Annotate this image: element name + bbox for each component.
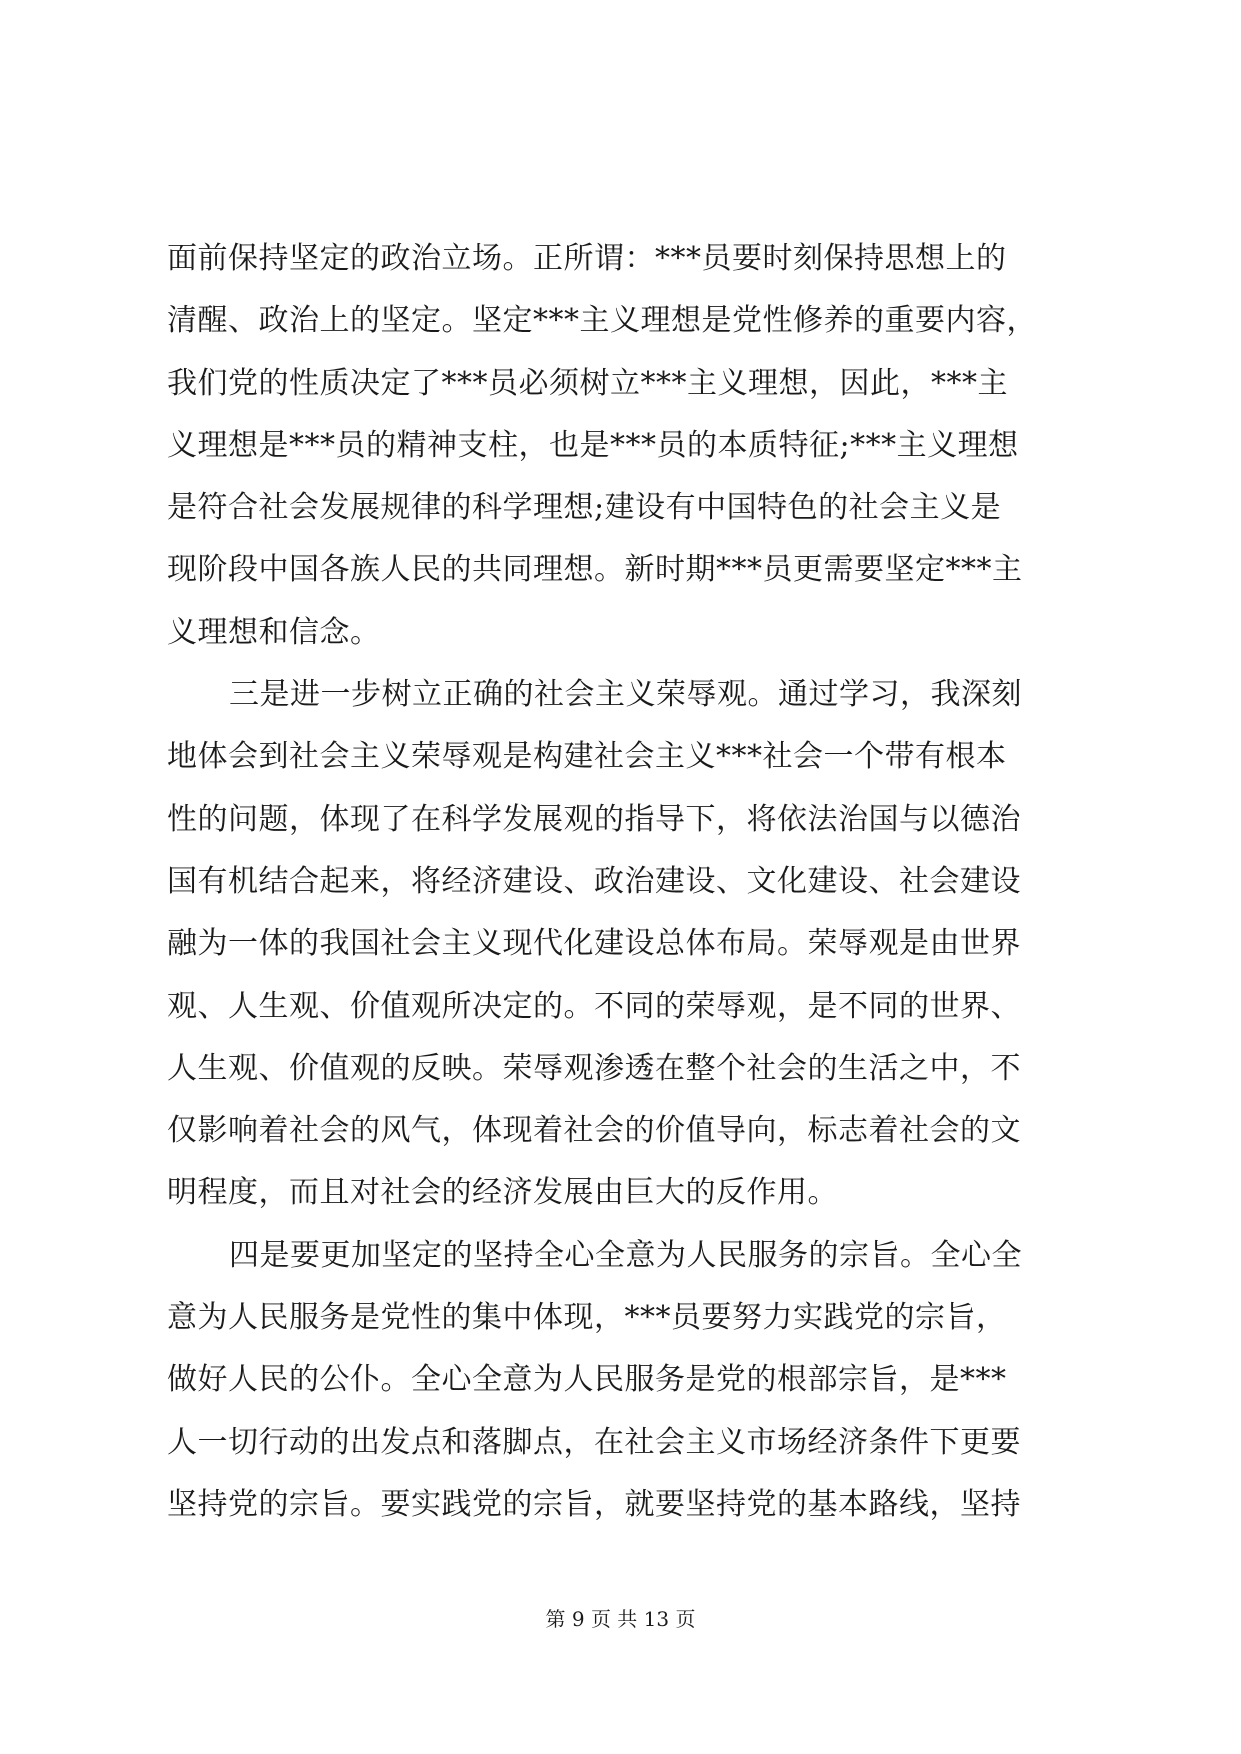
text-line: 融为一体的我国社会主义现代化建设总体布局。荣辱观是由世界 [167,926,1021,962]
text-line: 意为人民服务是党性的集中体现，***员要努力实践党的宗旨， [167,1300,1007,1336]
text-line: 现阶段中国各族人民的共同理想。新时期***员更需要坚定***主 [167,552,1023,588]
text-line: 面前保持坚定的政治立场。正所谓：***员要时刻保持思想上的 [167,241,1007,276]
text-line: 人一切行动的出发点和落脚点，在社会主义市场经济条件下更要 [167,1424,1021,1460]
text-line: 三是进一步树立正确的社会主义荣辱观。通过学习，我深刻 [229,677,1022,713]
page-number-footer: 第 9 页 共 13 页 [545,1607,696,1631]
text-line: 我们党的性质决定了***员必须树立***主义理想，因此，***主 [167,365,1008,401]
text-line: 观、人生观、价值观所决定的。不同的荣辱观，是不同的世界、 [167,988,1021,1024]
text-line: 清醒、政治上的坚定。坚定***主义理想是党性修养的重要内容， [167,303,1037,339]
text-line: 明程度，而且对社会的经济发展由巨大的反作用。 [167,1175,838,1211]
text-line: 义理想是***员的精神支柱，也是***员的本质特征;***主义理想 [167,427,1019,463]
text-line: 性的问题，体现了在科学发展观的指导下，将依法治国与以德治 [167,801,1021,837]
body-text [167,228,1077,1536]
text-line: 国有机结合起来，将经济建设、政治建设、文化建设、社会建设 [167,863,1021,899]
text-line: 是符合社会发展规律的科学理想;建设有中国特色的社会主义是 [167,490,1002,526]
text-line: 人生观、价值观的反映。荣辱观渗透在整个社会的生活之中，不 [167,1050,1021,1086]
text-line: 仅影响着社会的风气，体现着社会的价值导向，标志着社会的文 [167,1113,1021,1149]
text-line: 义理想和信念。 [167,614,381,650]
text-line: 四是要更加坚定的坚持全心全意为人民服务的宗旨。全心全 [229,1237,1022,1273]
text-line: 地体会到社会主义荣辱观是构建社会主义***社会一个带有根本 [167,739,1007,775]
text-line: 做好人民的公仆。全心全意为人民服务是党的根部宗旨，是*** [167,1362,1007,1398]
text-line: 坚持党的宗旨。要实践党的宗旨，就要坚持党的基本路线，坚持 [167,1486,1021,1522]
